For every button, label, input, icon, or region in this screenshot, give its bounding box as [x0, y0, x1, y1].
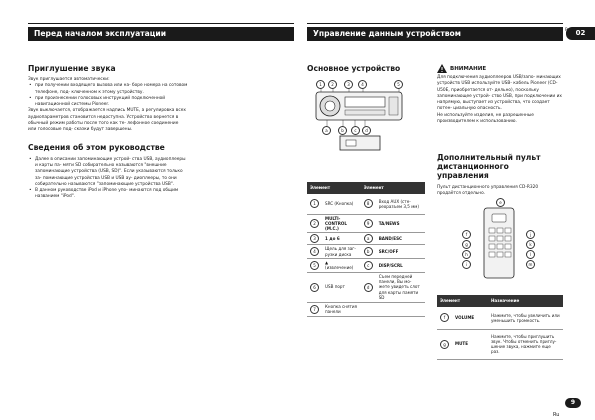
- guide-bullet: • Далее в описании запоминающие устрой- ства USB, аудиоплееры и карты па- мяти SD собирательно называются "внешние запоминающие устройства (USB, SD)". Если указываются только за- поминающие устройства USB и USB ау- диоплееры, то они собирательно называются "запоминающие устройства USB".: [28, 157, 188, 188]
- remote-section: [437, 153, 563, 198]
- section-number-badge: 02: [566, 27, 595, 40]
- table-row: 1 SRC (Кнопка) 8 Вход AUX (сте- реоразъем 3,5 мм): [307, 194, 425, 214]
- table-row: 3 1 до 6 a BAND/ESC: [307, 233, 425, 245]
- remote-table: [437, 295, 563, 360]
- remote-header-element: Элемент: [437, 295, 488, 307]
- table-row: 4 Щель для заг- рузки диска b SRC/OFF: [307, 245, 425, 259]
- mute-intro: Звук приглушается автоматически:: [28, 77, 110, 82]
- remote-callout: e: [496, 198, 505, 207]
- callout-3: 3: [344, 80, 353, 89]
- remote-callout: l: [526, 250, 535, 259]
- mute-bullet: • при произнесении голосовых инструкций подключенной навигационной системы Pioneer.: [28, 96, 188, 109]
- warning-title: ВНИМАНИЕ: [450, 65, 487, 72]
- table-row: 7 Кнопка снятия панели: [307, 302, 425, 316]
- warning-block: [437, 64, 563, 125]
- remote-callout: h: [462, 250, 471, 259]
- callout-5: 5: [394, 80, 403, 89]
- callout-8: c: [351, 126, 360, 135]
- page-number-badge: 9: [565, 398, 581, 408]
- table-row: 6 USB порт d Съем передней панели, Вы мо- жете увидеть слот для карты памяти SD: [307, 272, 425, 302]
- warning-text: Для подключения аудиоплееров USB/запо- минающих устройств USB используйте USB- кабель Pioneer (CD-U50E, приобретается от- дельно), поскольку запоминающее устрой- ство USB, при подключении их напрямую, выступает из устройства, что создает потен- циальную опасность. Не используйте изделия, не разрешенные производителем к использованию.: [437, 75, 562, 125]
- callout-7: b: [338, 126, 347, 135]
- remote-callout: g: [462, 240, 471, 249]
- right-header-bar: Управление данным устройством: [307, 27, 563, 41]
- remote-illustration: [470, 200, 530, 280]
- right-header-rule: [307, 23, 563, 24]
- remote-callout: f: [462, 230, 471, 239]
- table-row: 5 ▲ (извлечение) c DISP/SCRL: [307, 259, 425, 272]
- warning-icon: [437, 64, 447, 73]
- main-unit-heading: Основное устройство: [307, 64, 401, 73]
- left-header-bar: Перед началом эксплуатации: [28, 27, 294, 41]
- remote-callout: j: [526, 230, 535, 239]
- remote-header-purpose: Назначение: [488, 295, 563, 307]
- remote-text: Пульт дистанционного управления CD-R320 продаётся отдельно.: [437, 185, 539, 197]
- callout-9: d: [362, 126, 371, 135]
- table-row: 2 MULTI-CONTROL (M.C.) 9 TA/NEWS: [307, 214, 425, 233]
- remote-callout: m: [526, 260, 535, 269]
- main-unit-heading-wrap: [307, 64, 400, 73]
- remote-callout: i: [462, 260, 471, 269]
- callout-4: 4: [358, 80, 367, 89]
- callout-2: 2: [328, 80, 337, 89]
- mute-heading: Приглушение звука: [28, 64, 116, 73]
- table-header-element-1: Элемент: [307, 182, 361, 194]
- table-row: f VOLUME Нажмите, чтобы увеличить или уменьшить громкость.: [437, 307, 563, 329]
- mute-bullet: • при получении входящего вызова или на- боре номера на сотовом телефоне, под- ключенном к этому устройству.: [28, 83, 188, 96]
- head-unit-illustration: [313, 78, 413, 158]
- left-header-rule: [28, 23, 294, 24]
- callout-1: 1: [316, 80, 325, 89]
- page-suffix: Ru: [553, 412, 560, 418]
- mute-text: Звук выключается, отображается надпись MUTE, а регулировка всех аудиопараметров становится недоступна. Устройство вернется в обычный режим работы после того как те- лефонное соединение или голосовые под- сказки будут завершены.: [28, 108, 186, 133]
- table-row: g MUTE Нажмите, чтобы приглушить звук. Чтобы отменить приглу- шение звука, нажмите еще раз.: [437, 329, 563, 359]
- table-header-element-2: Элемент: [361, 182, 425, 194]
- remote-callout: k: [526, 240, 535, 249]
- main-unit-table: [307, 182, 425, 317]
- guide-heading: Сведения об этом руководстве: [28, 142, 165, 152]
- left-column: [28, 64, 188, 201]
- guide-bullet: • В данном руководстве iPod и iPhone упо- минаются под общим названием "iPod".: [28, 188, 188, 201]
- remote-heading: Дополнительный пульт дистанционного управления: [437, 153, 541, 180]
- callout-6: a: [322, 126, 331, 135]
